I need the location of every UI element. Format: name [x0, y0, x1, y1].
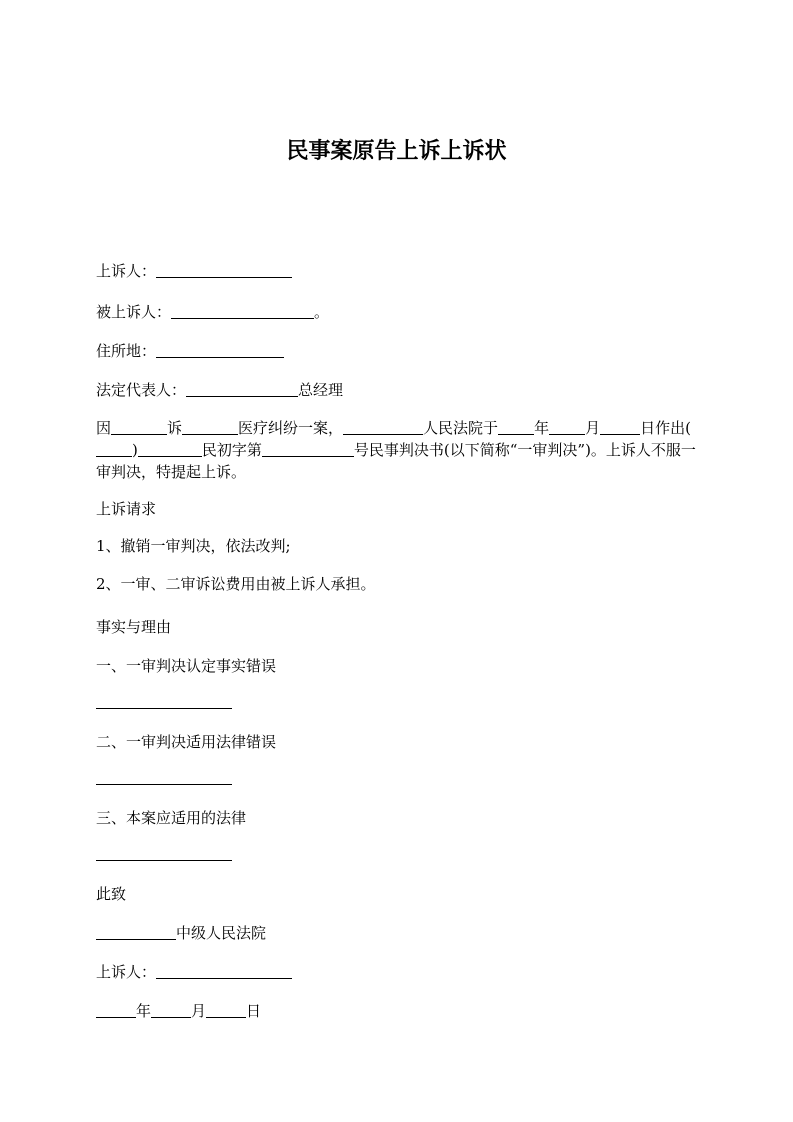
appellant-line [96, 260, 292, 282]
case-text-3: 医疗纠纷一案， [238, 419, 344, 437]
case-blank-day-b[interactable] [624, 433, 640, 435]
court-blank[interactable] [96, 938, 176, 940]
case-text-2: 诉 [167, 419, 183, 437]
case-blank-plaintiff[interactable] [111, 433, 167, 435]
closing-text: 此致 [96, 885, 127, 903]
case-blank-defendant[interactable] [182, 433, 238, 435]
case-blank-month[interactable] [549, 433, 585, 435]
legal-rep-suffix: 总经理 [298, 381, 344, 399]
address-line [96, 340, 284, 362]
case-blank-court[interactable] [343, 433, 423, 435]
case-paragraph [96, 417, 700, 483]
case-blank-day-a[interactable] [600, 433, 624, 435]
date-month-blank[interactable] [151, 1016, 191, 1018]
date-day: 日 [246, 1002, 262, 1020]
appellee-line [96, 301, 329, 323]
appellee-label: 被上诉人： [96, 303, 172, 321]
appellant-label: 上诉人： [96, 262, 157, 280]
case-blank-court-code[interactable] [138, 455, 202, 457]
case-text-1: 因 [96, 419, 112, 437]
reason-2: 二、一审判决适用法律错误 [96, 733, 277, 751]
request-1: 1、撤销一审判决，依法改判; [96, 537, 291, 555]
court-suffix: 中级人民法院 [176, 924, 267, 942]
case-text-9: 民初字第 [201, 441, 262, 459]
facts-heading: 事实与理由 [96, 618, 172, 636]
signature-blank[interactable] [156, 977, 292, 979]
reason-2-blank[interactable] [96, 784, 232, 785]
case-blank-year-code[interactable] [96, 455, 132, 457]
signature-label: 上诉人： [96, 963, 157, 981]
case-text-8: ) [132, 441, 138, 459]
requests-heading: 上诉请求 [96, 500, 157, 518]
case-text-5: 年 [534, 419, 550, 437]
case-blank-year[interactable] [498, 433, 534, 435]
date-month: 月 [191, 1002, 207, 1020]
date-year-blank[interactable] [96, 1016, 136, 1018]
reason-3: 三、本案应适用的法律 [96, 809, 247, 827]
legal-rep-blank[interactable] [186, 395, 298, 397]
appellee-blank[interactable] [171, 317, 314, 319]
case-text-10: 号民事判决书(以下简称“一审判决”)。上诉人不服一审判决，特提起上诉。 [96, 441, 696, 481]
appellant-blank[interactable] [156, 276, 292, 278]
address-label: 住所地： [96, 342, 157, 360]
case-text-6: 月 [585, 419, 601, 437]
reason-1-blank[interactable] [96, 708, 232, 709]
date-line [96, 1000, 261, 1022]
legal-rep-line [96, 379, 343, 401]
date-year: 年 [136, 1002, 152, 1020]
signature-line [96, 961, 292, 983]
date-day-blank[interactable] [206, 1016, 246, 1018]
case-text-4: 人民法院于 [423, 419, 499, 437]
case-blank-number[interactable] [262, 455, 354, 457]
reason-1: 一、一审判决认定事实错误 [96, 657, 277, 675]
case-text-7: 日作出( [640, 419, 691, 437]
legal-rep-label: 法定代表人： [96, 381, 187, 399]
document-title: 民事案原告上诉上诉状 [286, 139, 507, 164]
court-line [96, 922, 266, 944]
request-2: 2、一审、二审诉讼费用由被上诉人承担。 [96, 575, 376, 593]
reason-3-blank[interactable] [96, 860, 232, 861]
appellee-end: 。 [314, 303, 330, 321]
address-blank[interactable] [156, 356, 284, 358]
